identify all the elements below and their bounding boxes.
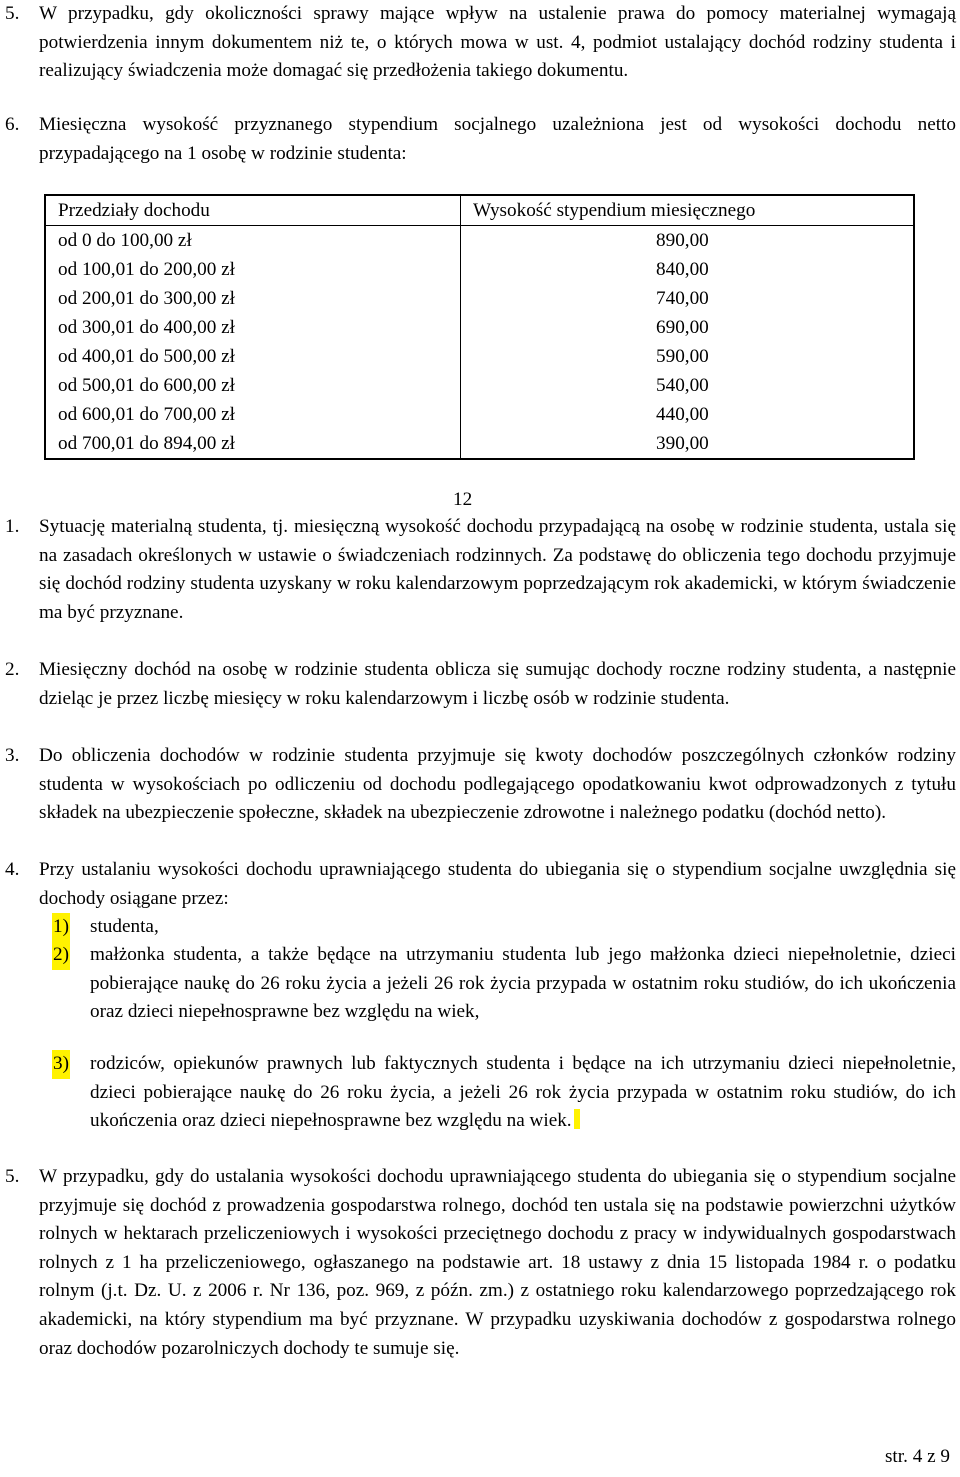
paragraph-text: Do obliczenia dochodów w rodzinie studenta przyjmuje się kwoty dochodów poszczególnych członków rodziny studenta w wysokościach po odliczeniu od dochodu podlegającego opodatkowaniu kwot odprowadzonych z tytułu składek na ubezpieczenie społeczne, składek na ubezpieczenie zdrowotne i należnego podatku (dochód netto). [39, 745, 956, 824]
section-paragraph-5 [0, 1163, 956, 1363]
list-item-text-content: rodziców, opiekunów prawnych lub faktycznych studenta i będące na ich utrzymaniu dzieci niepełnoletnie, dzieci pobierające naukę do 26 roku życia, a jeżeli 26 rok życia przypada w ostatnim roku studiów, do ich ukończenia oraz dzieci niepełnosprawne bez względu na wiek. [90, 1053, 956, 1132]
page-footer: str. 4 z 9 [884, 1446, 950, 1467]
income-range-cell: od 500,01 do 600,00 zł [45, 371, 461, 400]
table-row [45, 400, 914, 429]
section-paragraph-4 [0, 856, 956, 913]
header-scholarship-amount: Wysokość stypendium miesięcznego [461, 195, 915, 226]
income-range-cell: od 700,01 do 894,00 zł [45, 429, 461, 459]
amount-cell: 540,00 [656, 375, 709, 396]
paragraph-number: 1. [5, 516, 20, 537]
paragraph-text: Miesięczny dochód na osobę w rodzinie studenta oblicza się sumując dochody roczne rodziny studenta, a następnie dzieląc je przez liczbę miesięcy w roku kalendarzowym i liczbę osób w rodzinie studenta. [39, 659, 956, 709]
paragraph-text: W przypadku, gdy okoliczności sprawy mające wpływ na ustalenie prawa do pomocy materialnej wymagają potwierdzenia innym dokumentem niż te, o których mowa w ust. 4, podmiot ustalający dochód rodziny studenta i realizujący świadczenia może domagać się przedłożenia takiego dokumentu. [39, 3, 956, 82]
paragraph-number: 2. [5, 659, 20, 680]
list-item [0, 913, 956, 942]
table-row [45, 255, 914, 284]
section-paragraph-1 [0, 513, 956, 627]
paragraph-6-intro [0, 111, 956, 168]
table-row [45, 342, 914, 371]
paragraph-number: 6. [5, 114, 20, 135]
header-income-range: Przedziały dochodu [45, 195, 461, 226]
income-table [44, 194, 915, 460]
income-range-cell: od 0 do 100,00 zł [45, 226, 461, 256]
amount-cell: 740,00 [656, 288, 709, 309]
table-row [45, 313, 914, 342]
paragraph-number: 5. [5, 3, 20, 24]
list-item-text [90, 1050, 956, 1136]
income-range-cell: od 200,01 do 300,00 zł [45, 284, 461, 313]
paragraph-number: 5. [5, 1166, 20, 1187]
income-range-cell: od 600,01 do 700,00 zł [45, 400, 461, 429]
table-row [45, 371, 914, 400]
section-paragraph-3 [0, 742, 956, 828]
table-row [45, 226, 914, 256]
paragraph-5-intro [0, 0, 956, 86]
highlight-mark [574, 1109, 580, 1129]
paragraph-text: Sytuację materialną studenta, tj. miesięczną wysokość dochodu przypadającą na osobę w rodzinie studenta, ustala się na zasadach określonych w ustawie o świadczeniach rodzinnych. Za podstawę do obliczenia tego dochodu przyjmuje się dochód rodziny studenta uzyskany w roku kalendarzowym poprzedzającym rok akademicki, w którym świadczenie ma być przyznane. [39, 516, 956, 623]
section-paragraph-2 [0, 656, 956, 713]
list-item [0, 1050, 956, 1136]
paragraph-text: Miesięczna wysokość przyznanego stypendium socjalnego uzależniona jest od wysokości dochodu netto przypadającego na 1 osobę w rodzinie studenta: [39, 114, 956, 164]
list-item-number: 3) [52, 1050, 70, 1079]
income-range-cell: od 400,01 do 500,00 zł [45, 342, 461, 371]
amount-cell: 890,00 [656, 230, 709, 251]
table-row [45, 284, 914, 313]
amount-cell: 590,00 [656, 346, 709, 367]
amount-cell: 390,00 [656, 433, 709, 454]
list-item-text: studenta, [90, 916, 159, 937]
income-range-cell: od 100,01 do 200,00 zł [45, 255, 461, 284]
paragraph-number: 4. [5, 859, 20, 880]
amount-cell: 840,00 [656, 259, 709, 280]
section-number: 12 [453, 489, 473, 510]
amount-cell: 440,00 [656, 404, 709, 425]
list-item-text: małżonka studenta, a także będące na utrzymaniu studenta lub jego małżonka dzieci niepełnoletnie, dzieci pobierające naukę do 26 roku życia a jeżeli 26 rok życia przypada w ostatnim roku studiów, do ich ukończenia oraz dzieci niepełnosprawne bez względu na wiek, [90, 944, 956, 1023]
amount-cell: 690,00 [656, 317, 709, 338]
table-row [45, 429, 914, 459]
paragraph-text: W przypadku, gdy do ustalania wysokości dochodu uprawniającego studenta do ubiegania się o stypendium socjalne przyjmuje się dochód z prowadzenia gospodarstwa rolnego, dochód ten ustala się na podstawie powierzchni użytków rolnych w hektarach przeliczeniowych i wysokości przeciętnego dochodu z pracy w indywidualnych gospodarstwach rolnych z 1 ha przeliczeniowego, ogłaszanego na podstawie art. 18 ustawy z dnia 15 listopada 1984 r. o podatku rolnym (j.t. Dz. U. z 2006 r. Nr 136, poz. 969, z późn. zm.) z ostatniego roku kalendarzowego poprzedzającego rok akademicki, na który stypendium ma być przyznane. W przypadku uzyskiwania dochodów z gospodarstwa rolnego oraz dochodów pozarolniczych dochody te sumuje się. [39, 1166, 956, 1359]
paragraph-text: Przy ustalaniu wysokości dochodu uprawniającego studenta do ubiegania się o stypendium socjalne uwzględnia się dochody osiągane przez: [39, 859, 956, 909]
table-header-row [45, 195, 914, 226]
paragraph-number: 3. [5, 745, 20, 766]
list-item [0, 941, 956, 1027]
list-item-number: 2) [52, 941, 70, 970]
income-range-cell: od 300,01 do 400,00 zł [45, 313, 461, 342]
list-item-number: 1) [52, 913, 70, 942]
